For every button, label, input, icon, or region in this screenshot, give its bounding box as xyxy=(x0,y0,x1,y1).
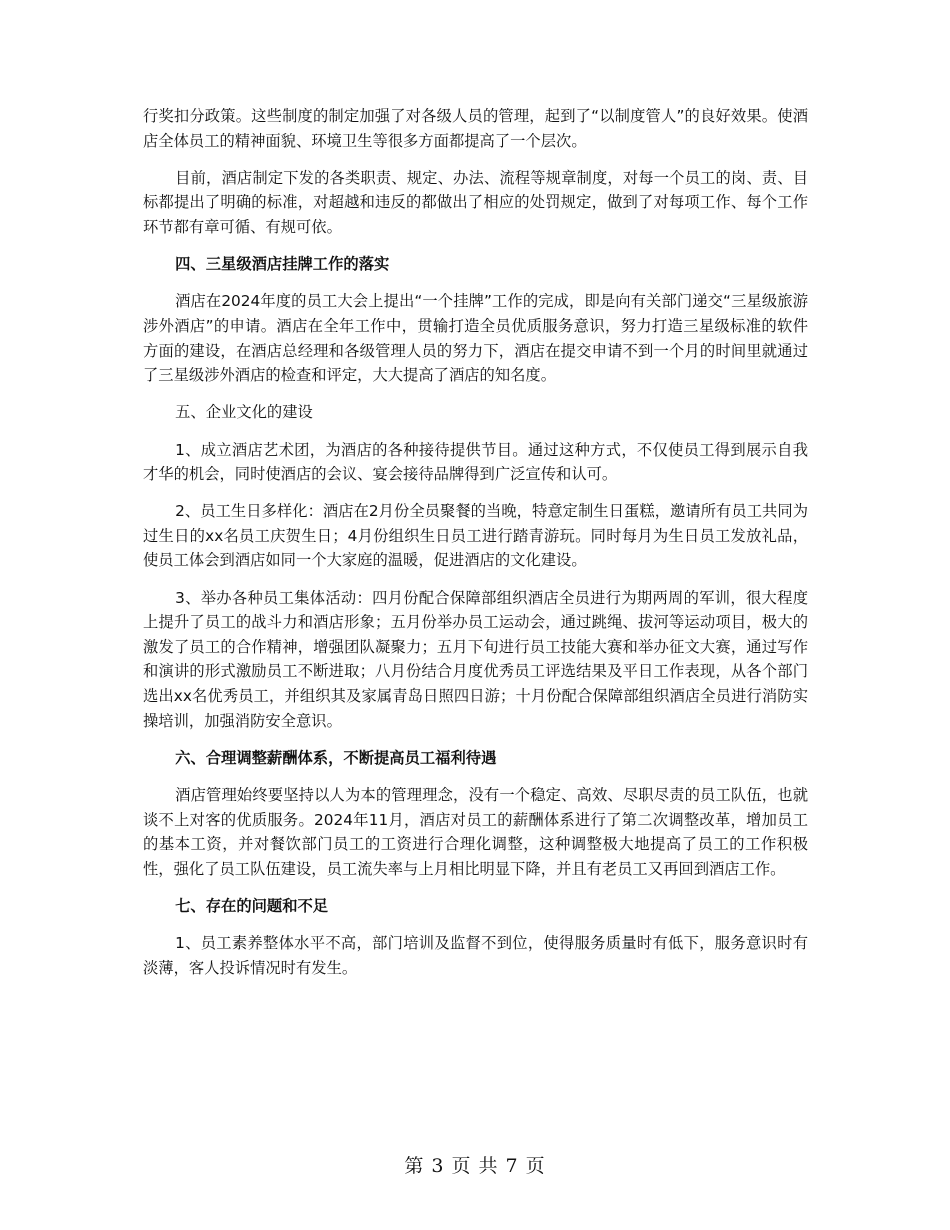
section-heading-five: 五、企业文化的建设 xyxy=(175,403,313,422)
paragraph-rules-effect: 行奖扣分政策。这些制度的制定加强了对各级人员的管理，起到了“以制度管人”的良好效果。使酒店全体员工的精神面貌、环境卫生等很多方面都提高了一个层次。 xyxy=(143,107,808,150)
paragraph-three-star: 酒店在2024年度的员工大会上提出“一个挂牌”工作的完成，即是向有关部门递交“三星级旅游涉外酒店”的申请。酒店在全年工作中，贯输打造全员优质服务意识，努力打造三星级标准的软件方面的建设，在酒店总经理和各级管理人员的努力下，酒店在提交申请不到一个月的时间里就通过了三星级涉外酒店的检查和评定，大大提高了酒店的知名度。 xyxy=(143,292,808,385)
paragraph-group-activities: 3、举办各种员工集体活动：四月份配合保障部组织酒店全员进行为期两周的军训，很大程度上提升了员工的战斗力和酒店形象；五月份举办员工运动会，通过跳绳、拔河等运动项目，极大的激发了员工的合作精神，增强团队凝聚力；五月下旬进行员工技能大赛和举办征文大赛，通过写作和演讲的形式激励员工不断进取；八月份结合月度优秀员工评选结果及平日工作表现，从各个部门选出xx名优秀员工，并组织其及家属青岛日照四日游；十月份配合保障部组织酒店全员进行消防实操培训，加强消防安全意识。 xyxy=(143,588,808,730)
document-body xyxy=(143,104,808,993)
paragraph-art-troupe: 1、成立酒店艺术团，为酒店的各种接待提供节目。通过这种方式，不仅使员工得到展示自我才华的机会，同时使酒店的会议、宴会接待品牌得到广泛宣传和认可。 xyxy=(143,440,808,484)
section-heading-six: 六、合理调整薪酬体系，不断提高员工福利待遇 xyxy=(175,748,497,767)
section-heading-seven: 七、存在的问题和不足 xyxy=(175,896,329,915)
paragraph-salary: 酒店管理始终要坚持以人为本的管理理念，没有一个稳定、高效、尽职尽责的员工队伍，也就谈不上对客的优质服务。2024年11月，酒店对员工的薪酬体系进行了第二次调整改革，增加员工的基本工资，并对餐饮部门员工的工资进行合理化调整，这种调整极大地提高了员工的工作积极性，强化了员工队伍建设，员工流失率与上月相比明显下降，并且有老员工又再回到酒店工作。 xyxy=(143,786,808,878)
paragraph-problems: 1、员工素养整体水平不高，部门培训及监督不到位，使得服务质量时有低下，服务意识时有淡薄，客人投诉情况时有发生。 xyxy=(143,934,808,977)
section-heading-four: 四、三星级酒店挂牌工作的落实 xyxy=(175,255,390,274)
paragraph-regulations: 目前，酒店制定下发的各类职责、规定、办法、流程等规章制度，对每一个员工的岗、责、目标都提出了明确的标准，对超越和违反的都做出了相应的处罚规定，做到了对每项工作、每个工作环节都有章可循、有规可依。 xyxy=(143,168,808,236)
page-footer: 第 3 页 共 7 页 xyxy=(404,1155,546,1177)
paragraph-birthdays: 2、员工生日多样化：酒店在2月份全员聚餐的当晚，特意定制生日蛋糕，邀请所有员工共同为过生日的xx名员工庆贺生日；4月份组织生日员工进行踏青游玩。同时每月为生日员工发放礼品，使员工体会到酒店如同一个大家庭的温暖，促进酒店的文化建设。 xyxy=(143,502,808,570)
